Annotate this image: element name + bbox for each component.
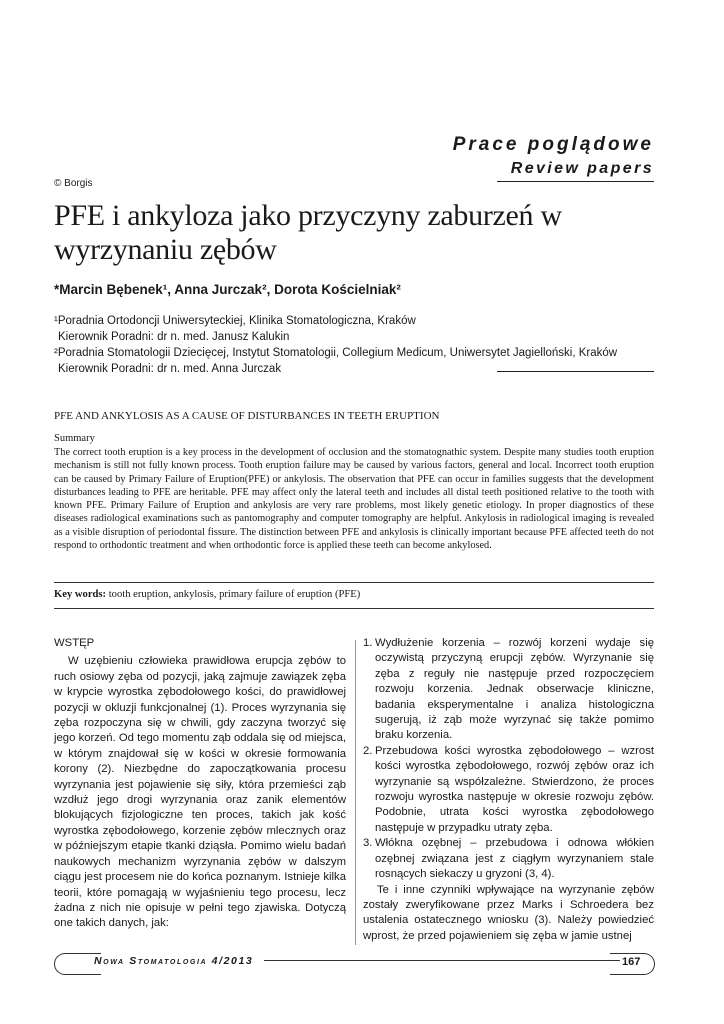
article-title: PFE i ankyloza jako przyczyny zaburzeń w wyrzynaniu zębów [54,199,562,266]
header-rule [497,181,654,182]
column-divider [355,640,356,945]
list-item-number: 3. [363,837,373,850]
footer-rule [264,960,634,961]
affiliation-1: ¹Poradnia Ortodoncji Uniwersyteckiej, Klinika Stomatologiczna, Kraków [54,315,416,327]
left-column [54,636,346,932]
continuation-paragraph: Te i inne czynniki wpływające na wyrzynanie zębów zostały zweryfikowane przez Marks i Schroedera bez ustalenia ostatecznego wniosku (3). Należy powiedzieć wprost, że przed pojawieniem się zęba w jamie ustnej [363,883,654,942]
list-item [363,744,654,836]
journal-name: Nowa Stomatologia 4/2013 [90,955,257,967]
right-column [363,636,654,944]
authors: *Marcin Bębenek¹, Anna Jurczak², Dorota Kościelniak² [54,282,401,297]
list-item-text: Włókna ozębnej – przebudowa i odnowa włókien ozębnej związana jest z ciągłym wyrzynaniem stale rosnących siekaczy u gryzoni (3, 4). [375,837,654,881]
list-item [363,636,654,744]
keywords-label: Key words: [54,589,107,600]
summary-heading: Summary [54,433,95,444]
section-title-en: Review papers [510,160,654,177]
summary-text: The correct tooth eruption is a key process in the development of occlusion and the stomatognathic system. Despite many studies tooth eruption mechanism is still not fully known process. Tooth eruption failure may be caused by various factors, general and local. Incorrect tooth eruption can be caused by Primary Failure of Eruption(PFE) or ankylosis. The observation that PFE can occur in families suggests that the development disturbances leading to PFE are heritable. PFE may affect only the lateral teeth and includes all distal teeth positioned relative to the tooth with known PFE. Primary Failure of Eruption and ankylosis are very rare problems, most likely genetic etiology. In proper diagnostics of these diseases radiological examinations such as pantomography and computer tomography are helpful. Ankylosis in radiological imaging is revealed as a visible disruption of periodontal fissure. The distinction between PFE and ankylosis is clinically important because PFE affected teeth do not respond to orthodontic treatment and when orthodontic force is applied these teeth can become ankylosed. [54,447,654,552]
keywords [54,589,360,600]
section-heading: WSTĘP [54,637,95,649]
keywords-bottom-rule [54,608,654,609]
list-item [363,836,654,882]
affiliation-2: ²Poradnia Stomatologii Dziecięcej, Instytut Stomatologii, Collegium Medicum, Uniwersytet Jagielloński, Kraków [54,347,618,359]
list-item-number: 2. [363,744,373,757]
keywords-top-rule [54,582,654,583]
list-item-text: Wydłużenie korzenia – rozwój korzeni wydaje się oczywistą przyczyną erupcji zębów. Wyrzynanie się zęba z reguły nie następuje przed rozpoczęciem rozwoju korzenia. Jednak obserwacje kliniczne, badania eksperymentalne i analiza histologiczna sugerują, iż ząb może wyrzynać się także pomimo braku korzenia. [375,637,654,742]
copyright: © Borgis [54,178,93,189]
section-title-pl: Prace poglądowe [452,134,654,155]
page-number: 167 [622,956,641,968]
affiliation-2-head: Kierownik Poradni: dr n. med. Anna Jurczak [58,363,282,375]
intro-paragraph: W uzębieniu człowieka prawidłowa erupcja zębów to ruch osiowy zęba od pozycji, jaką zajmuje zawiązek zęba w krypcie wyrostka zębodołowego kości, do prawidłowej pozycji w okluzji funkcjonalnej (1). Proces wyrzynania się zęba rozpoczyna się w chwili, gdy zaczyna tworzyć się jego korzeń. Od tego momentu ząb oddala się od miejsca, w którym znajdował się w kości w okresie formowania korony (2). Niezbędne do zapoczątkowania procesu wyrzynania jest pojawienie się siły, która przemieści ząb wzdłuż jego drogi wyrzynania oraz zanik elementów blokujących fizjologiczne ten proces, takich jak kość wyrostka zębodołowego, korzenie zębów mlecznych oraz w późniejszym etapie tkanki dziąsła. Pomimo wielu badań naukowych mechanizm wyrzynania zębów w dalszym ciągu jest procesem nie do końca poznanym. Istnieje kilka teorii, które pomagają w wyjaśnieniu tego procesu, lecz żadna z nich nie opisuje w pełni tego zjawiska. Dotyczą one takich danych, jak: [54,655,346,930]
affiliation-1-head: Kierownik Poradni: dr n. med. Janusz Kalukin [58,331,290,343]
list-item-text: Przebudowa kości wyrostka zębodołowego – wzrost kości wyrostka zębodołowego, rozwój zębów oraz ich wyrzynanie są współzależne. Stwierdzono, że proces rozwoju wyrostka następuje w okresie rozwoju zębów. Podobnie, utrata kości wyrostka zębodołowego następuje w przypadku utraty zęba. [375,744,654,834]
english-title: PFE AND ANKYLOSIS AS A CAUSE OF DISTURBANCES IN TEETH ERUPTION [54,410,440,422]
list-item-number: 1. [363,637,373,649]
affiliation-rule [497,371,654,372]
keywords-text: tooth eruption, ankylosis, primary failure of eruption (PFE) [106,589,361,600]
